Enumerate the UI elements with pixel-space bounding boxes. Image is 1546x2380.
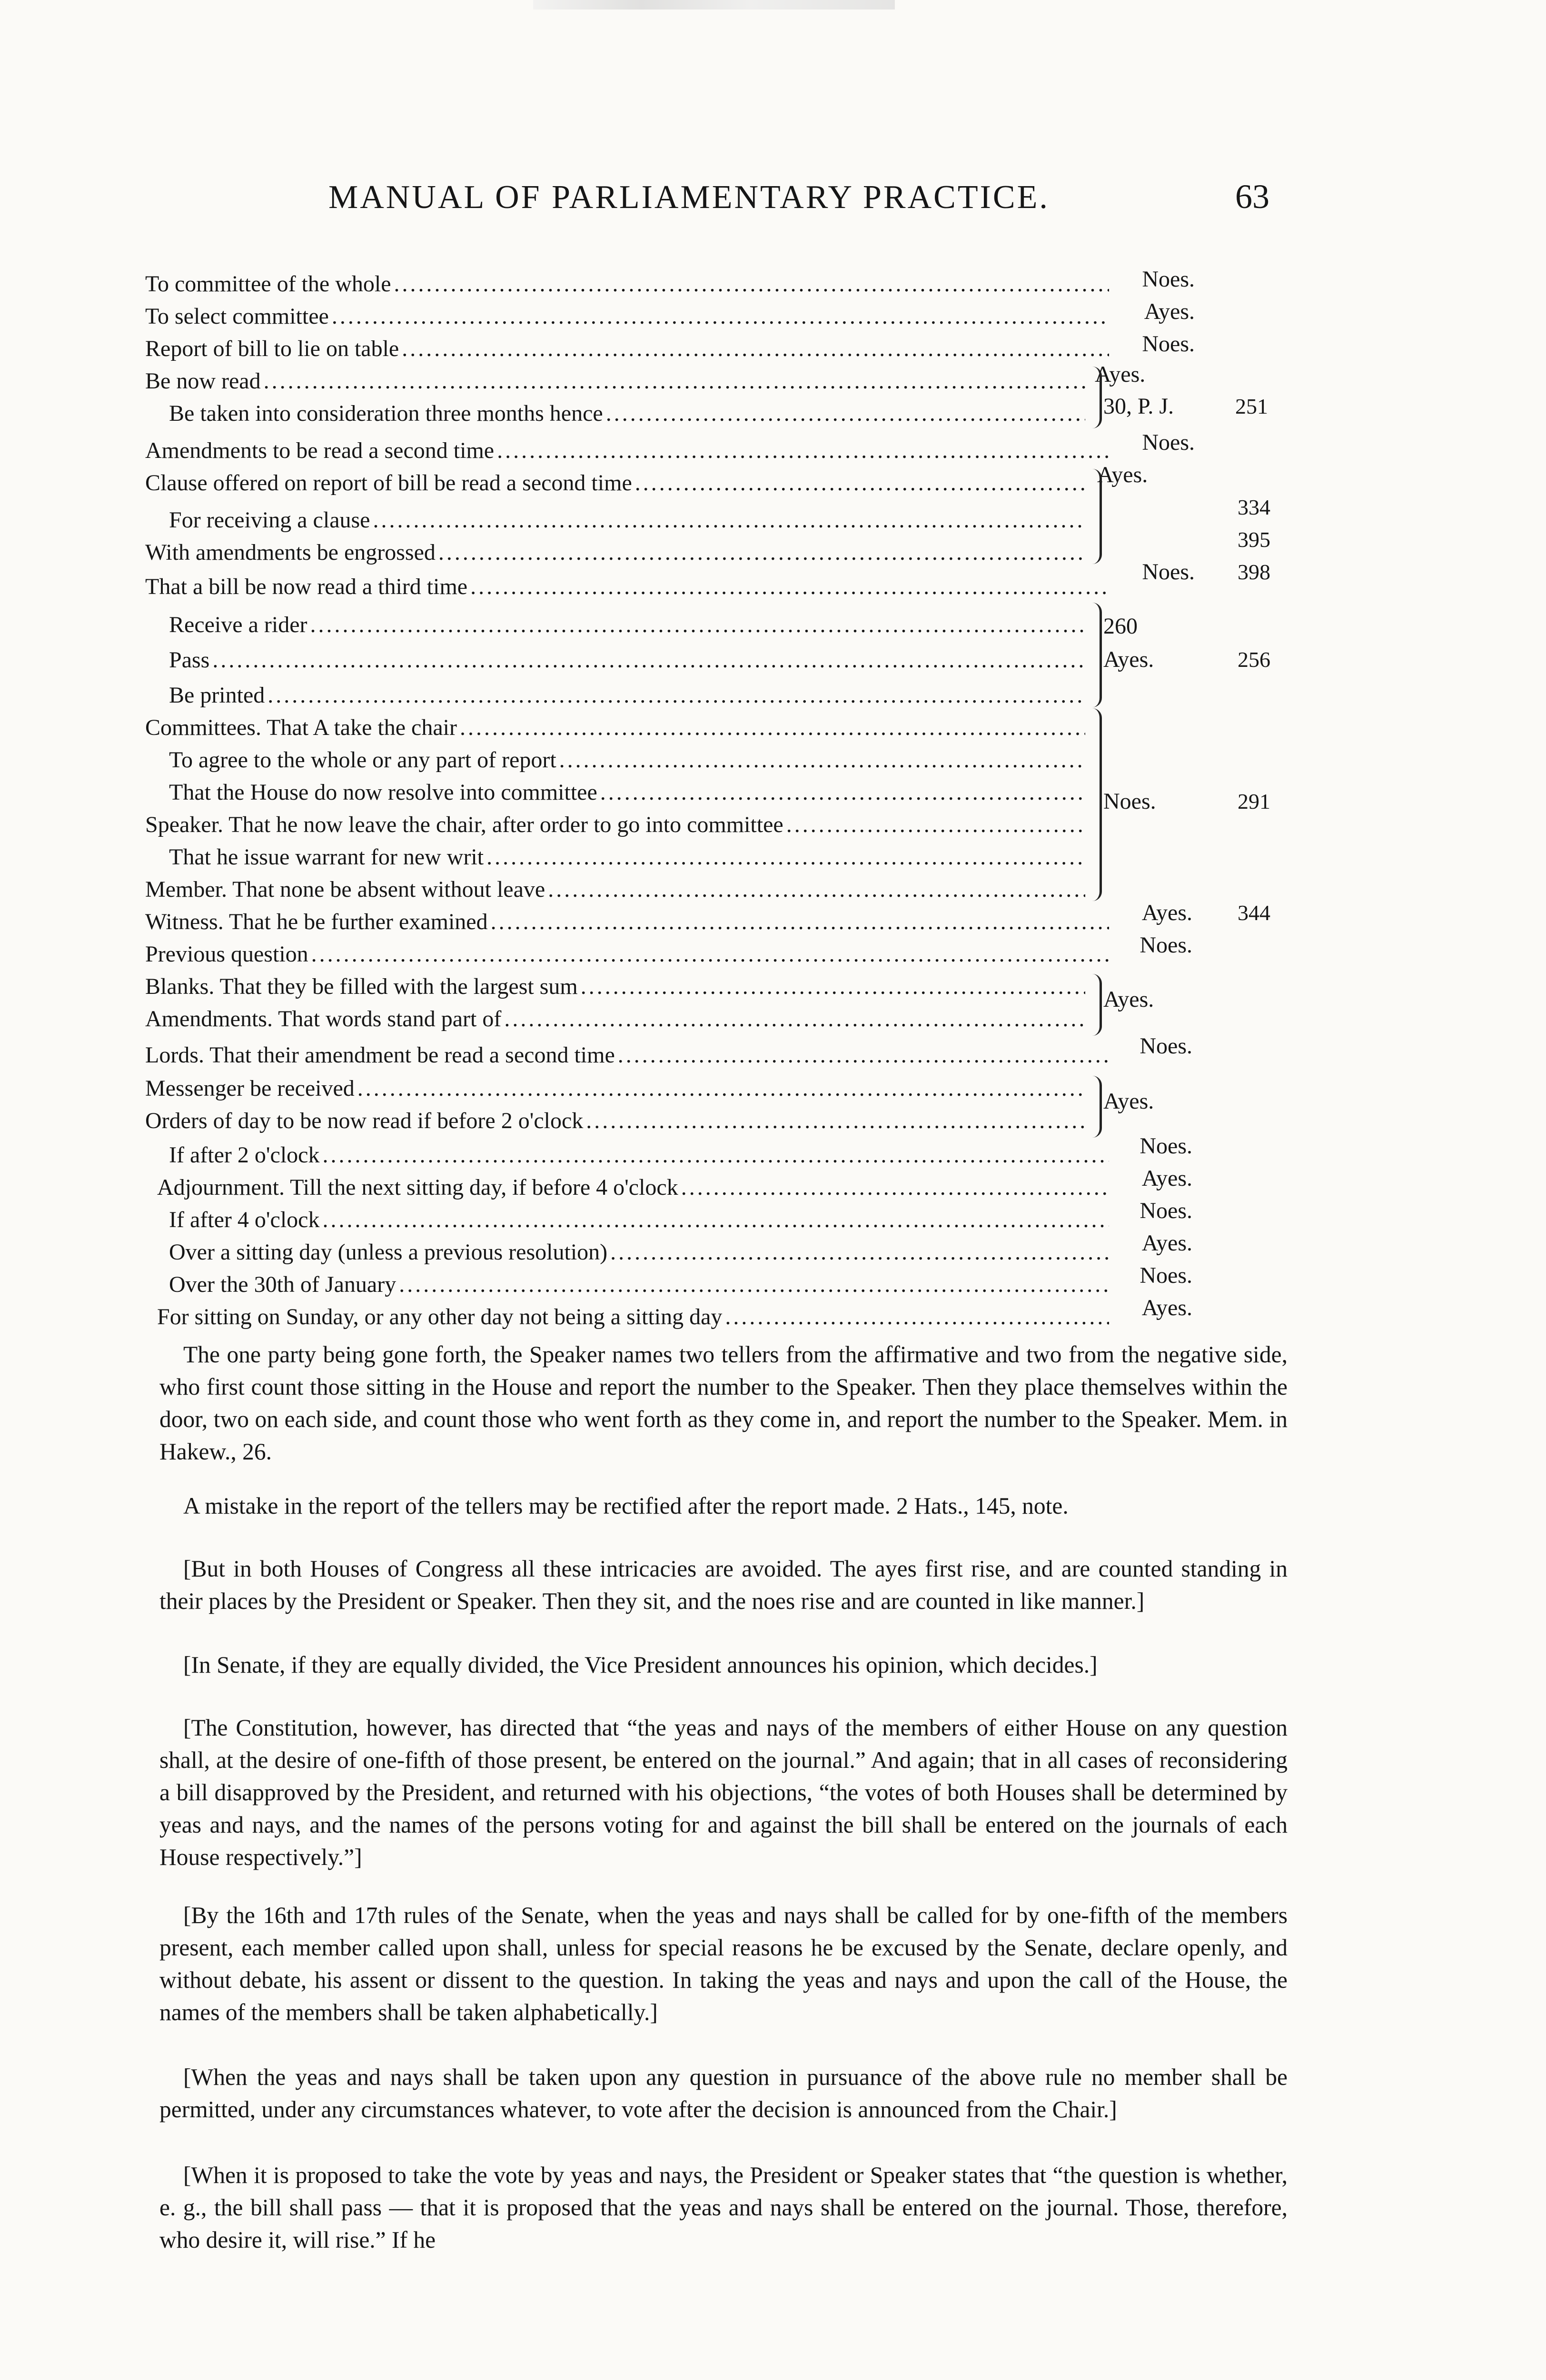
- vote-value: Noes.: [1140, 932, 1192, 958]
- body-paragraph: [When it is proposed to take the vote by yeas and nays, the President or Speaker states that “the question is whether, e. g., the bill shall pass — that it is proposed that the yeas and nays shall be entered on the journal. Those, therefore, who desire it, will rise.” If he: [159, 2162, 1288, 2253]
- vote-value: Ayes.: [1141, 1166, 1192, 1191]
- vote-value: 260: [1103, 614, 1138, 639]
- vote-value: Noes.: [1140, 1033, 1192, 1059]
- body-paragraph: A mistake in the report of the tellers may be rectified after the report made. 2 Hats., 145, note.: [183, 1493, 1069, 1519]
- entry-row: Previous question .....: [145, 937, 1109, 967]
- entry-row: Messenger be received .....: [145, 1071, 1085, 1101]
- page-reference: 334: [1238, 495, 1270, 519]
- vote-value: Noes.: [1140, 1198, 1192, 1223]
- entry-row: Pass .....: [169, 643, 1085, 673]
- grouping-brace: [1089, 367, 1102, 428]
- entry-row: For receiving a clause .....: [169, 503, 1085, 533]
- vote-value: Ayes.: [1103, 1089, 1154, 1114]
- vote-value: Noes.: [1103, 789, 1156, 814]
- vote-value: Ayes.: [1097, 462, 1148, 487]
- vote-value: Noes.: [1142, 559, 1195, 585]
- entry-row: With amendments be engrossed .....: [145, 535, 1085, 565]
- entry-row: Amendments. That words stand part of .....: [145, 1002, 1085, 1032]
- page-reference: 344: [1238, 901, 1270, 925]
- entry-row: Blanks. That they be filled with the largest sum .....: [145, 969, 1085, 1000]
- running-header: MANUAL OF PARLIAMENTARY PRACTICE.: [328, 179, 1050, 216]
- vote-value: 30, P. J.: [1103, 394, 1174, 419]
- entry-row: Member. That none be absent without leave .....: [145, 872, 1085, 902]
- vote-value: Ayes.: [1095, 362, 1146, 387]
- vote-value: Noes.: [1142, 430, 1195, 455]
- entry-row: Be printed .....: [169, 678, 1085, 708]
- entry-row: Lords. That their amendment be read a second time .....: [145, 1038, 1109, 1068]
- vote-value: Ayes.: [1144, 299, 1195, 324]
- entry-row: That a bill be now read a third time .....: [145, 569, 1109, 600]
- vote-value: Ayes.: [1103, 647, 1154, 672]
- page-number: 63: [1235, 178, 1269, 216]
- entry-row: Amendments to be read a second time .....: [145, 433, 1109, 464]
- entry-row: Over the 30th of January .....: [169, 1267, 1109, 1298]
- entry-row: Be now read .....: [145, 364, 1085, 394]
- entry-row: That he issue warrant for new writ .....: [169, 840, 1085, 870]
- grouping-brace: [1089, 603, 1102, 707]
- body-paragraph: The one party being gone forth, the Speaker names two tellers from the affirmative and two from the negative side, who first count those sitting in the House and report the number to the Speaker. Then they place themselves within the door, two on each side, and count those who went forth as they come in, and report the number to the Speaker. Mem. in Hakew., 26.: [159, 1341, 1288, 1465]
- vote-value: Ayes.: [1141, 1230, 1192, 1256]
- body-paragraph: [The Constitution, however, has directed that “the yeas and nays of the members of either House on any question shall, at the desire of one-fifth of those present, be entered on the journal.” And again; that in all cases of reconsidering a bill disapproved by the President, and returned with his objections, “the votes of both Houses shall be determined by yeas and nays, and the names of the persons voting for and against the bill shall be entered on the journals of each House respectively.”]: [159, 1715, 1288, 1870]
- grouping-brace: [1089, 974, 1102, 1036]
- entry-row: Committees. That A take the chair .....: [145, 710, 1085, 741]
- page-reference: 256: [1238, 647, 1270, 672]
- grouping-brace: [1089, 708, 1102, 901]
- body-paragraph: [When the yeas and nays shall be taken upon any question in pursuance of the above rule no member shall be permitted, under any circumstances whatever, to vote after the decision is announced from the Chair.]: [159, 2064, 1288, 2122]
- entry-row: For sitting on Sunday, or any other day not being a sitting day .....: [157, 1299, 1109, 1330]
- entry-row: Receive a rider .....: [169, 607, 1085, 638]
- entry-row: Clause offered on report of bill be read a second time .....: [145, 466, 1085, 496]
- page-reference: 251: [1235, 394, 1268, 418]
- entry-row: Be taken into consideration three months hence .....: [169, 396, 1085, 426]
- page-reference: 398: [1238, 560, 1270, 584]
- scan-artifact: [533, 0, 895, 10]
- entry-row: Speaker. That he now leave the chair, after order to go into committee .....: [145, 807, 1085, 838]
- body-paragraph: [By the 16th and 17th rules of the Senate, when the yeas and nays shall be called for by one-fifth of the members present, each member called upon shall, unless for special reasons he be excused by the Senate, declare openly, and without debate, his assent or dissent to the question. In taking the yeas and nays and upon the call of the House, the names of the members shall be taken alphabetically.]: [159, 1902, 1288, 2025]
- entry-row: Adjournment. Till the next sitting day, if before 4 o'clock .....: [157, 1170, 1109, 1200]
- vote-value: Noes.: [1142, 267, 1195, 292]
- page-reference: 291: [1238, 789, 1270, 813]
- vote-value: Ayes.: [1141, 900, 1192, 925]
- entry-row: Report of bill to lie on table .....: [145, 331, 1109, 362]
- entry-row: To select committee .....: [145, 299, 1109, 329]
- entry-row: If after 2 o'clock .....: [169, 1138, 1109, 1168]
- entry-row: To agree to the whole or any part of report .....: [169, 743, 1085, 773]
- grouping-brace: [1089, 469, 1102, 564]
- vote-value: Noes.: [1140, 1133, 1192, 1159]
- entry-row: To committee of the whole .....: [145, 267, 1109, 297]
- vote-value: Ayes.: [1141, 1295, 1192, 1320]
- vote-value: Noes.: [1142, 331, 1195, 357]
- page-reference: 395: [1238, 527, 1270, 552]
- entry-row: Over a sitting day (unless a previous resolution) .....: [169, 1235, 1109, 1265]
- entry-row: Witness. That he be further examined .....: [145, 904, 1109, 935]
- entry-row: That the House do now resolve into committee .....: [169, 775, 1085, 805]
- body-paragraph: [But in both Houses of Congress all these intricacies are avoided. The ayes first rise, and are counted standing in their places by the President or Speaker. Then they sit, and the noes rise and are counted in like manner.]: [159, 1556, 1288, 1614]
- entry-row: If after 4 o'clock .....: [169, 1202, 1109, 1233]
- vote-value: Ayes.: [1103, 987, 1154, 1012]
- entry-row: Orders of day to be now read if before 2 o'clock .....: [145, 1103, 1085, 1134]
- grouping-brace: [1089, 1076, 1102, 1138]
- vote-value: Noes.: [1140, 1263, 1192, 1288]
- body-paragraph: [In Senate, if they are equally divided, the Vice President announces his opinion, which decides.]: [183, 1652, 1098, 1678]
